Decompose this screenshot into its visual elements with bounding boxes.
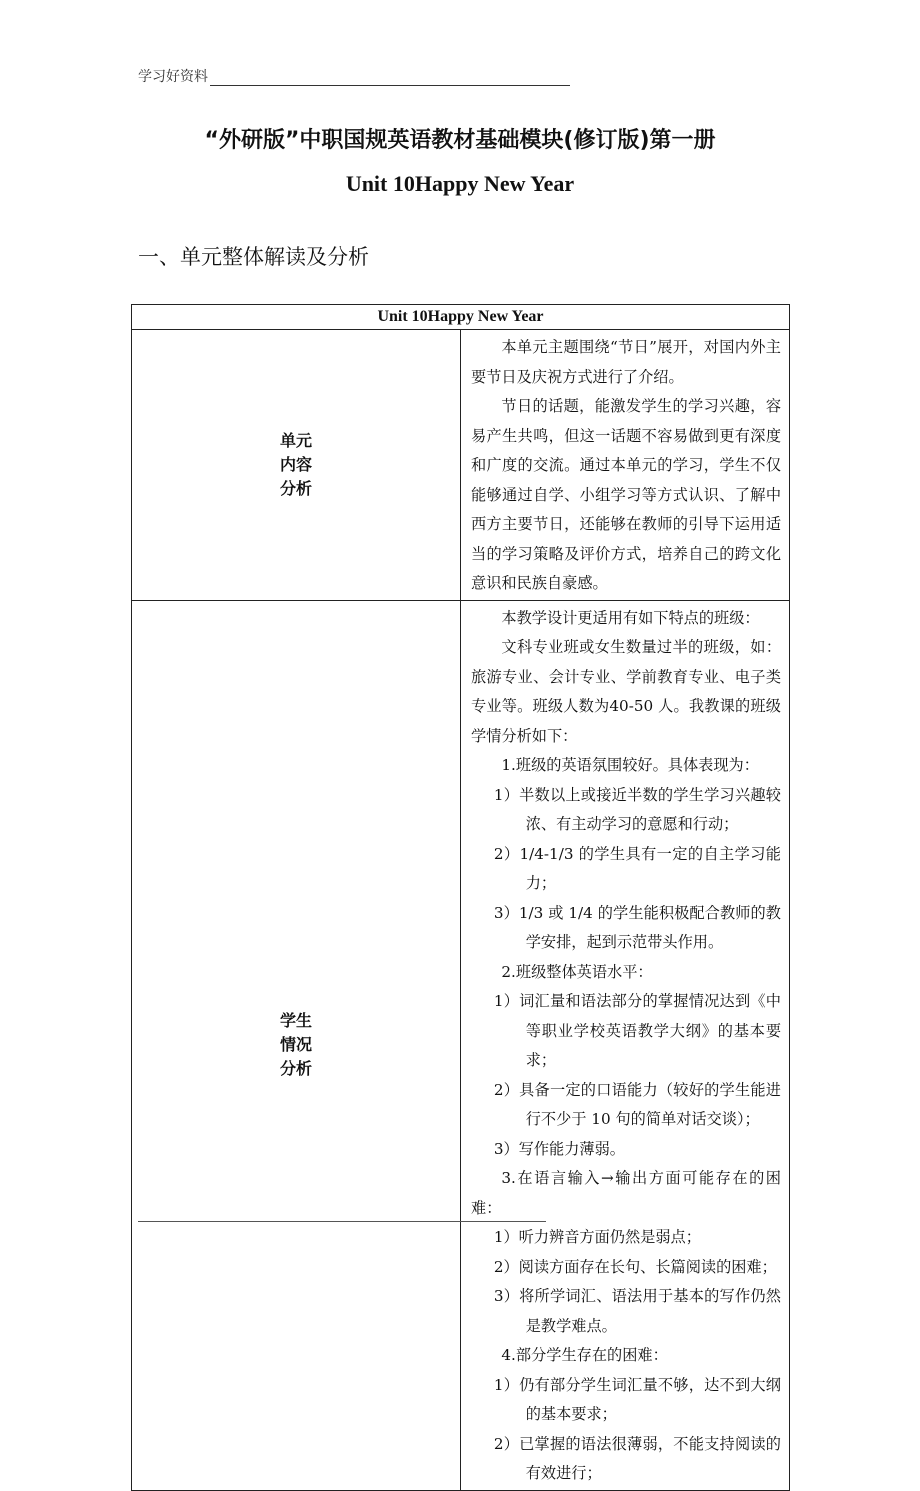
label-line: 情况 [279,1035,312,1054]
header-text: 学习好资料 [138,69,208,85]
paragraph: 本单元主题围绕“节日”展开，对国内外主要节日及庆祝方式进行了介绍。 [471,338,781,386]
list-item: 2）已掌握的语法很薄弱，不能支持阅读的有效进行； [493,1434,781,1482]
list-item: 2）1/4-1/3 的学生具有一定的自主学习能力； [493,844,781,892]
label-line: 学生 [279,1011,312,1030]
section-heading-4: 4.部分学生存在的困难： [501,1346,668,1364]
table-row [132,330,790,601]
table-header: Unit 10Happy New Year [132,305,790,330]
header-rule [210,71,570,86]
footer-rule [138,1221,546,1222]
row-label-student-analysis [132,600,461,1490]
list-item: 1）听力辨音方面仍然是弱点； [493,1228,701,1246]
unit-title: Unit 10Happy New Year [345,171,575,196]
row-label-unit-content [132,330,461,601]
student-analysis-cell [461,600,790,1490]
page-header [138,66,570,86]
table-row [132,600,790,1490]
label-line: 内容 [279,454,312,474]
section-heading: 一、单元整体解读及分析 [138,245,369,269]
list-item: 3）将所学词汇、语法用于基本的写作仍然是教学难点。 [493,1287,781,1335]
paragraph: 本教学设计更适用有如下特点的班级： [501,608,760,627]
section-heading-1: 1.班级的英语氛围较好。具体表现为： [501,756,759,774]
list-item: 2）具备一定的口语能力（较好的学生能进行不少于 10 句的简单对话交谈）； [493,1080,781,1128]
label-line: 分析 [279,1059,312,1078]
list-item: 2）阅读方面存在长句、长篇阅读的困难； [493,1257,777,1276]
document-title: “外研版”中职国规英语教材基础模块(修订版)第一册 [204,128,716,153]
section-heading-3: 3.在语言输入→输出方面可能存在的困难： [471,1169,781,1217]
paragraph: 文科专业班或女生数量过半的班级，如：旅游专业、会计专业、学前教育专业、电子类专业等。班级人数为40-50 人。我教课的班级学情分析如下： [471,638,781,745]
section-heading-2: 2.班级整体英语水平： [501,962,653,981]
label-line: 分析 [279,478,312,498]
label-line: 单元 [279,430,312,450]
analysis-table [131,304,790,1491]
table-header-row [132,305,790,330]
unit-content-cell [461,330,790,601]
paragraph: 节日的话题，能激发学生的学习兴趣，容易产生共鸣，但这一话题不容易做到更有深度和广度的交流。通过本单元的学习，学生不仅能够通过自学、小组学习等方式认识、了解中西方主要节日，还能够在教师的引导下运用适当的学习策略及评价方式，培养自己的跨文化意识和民族自豪感。 [471,397,781,592]
list-item: 3）写作能力薄弱。 [493,1139,625,1158]
list-item: 3）1/3 或 1/4 的学生能积极配合教师的教学安排，起到示范带头作用。 [493,903,781,951]
list-item: 1）词汇量和语法部分的掌握情况达到《中等职业学校英语教学大纲》的基本要求； [493,992,781,1069]
list-item: 1）半数以上或接近半数的学生学习兴趣较浓、有主动学习的意愿和行动； [493,785,781,833]
list-item: 1）仍有部分学生词汇量不够，达不到大纲的基本要求； [493,1375,781,1423]
